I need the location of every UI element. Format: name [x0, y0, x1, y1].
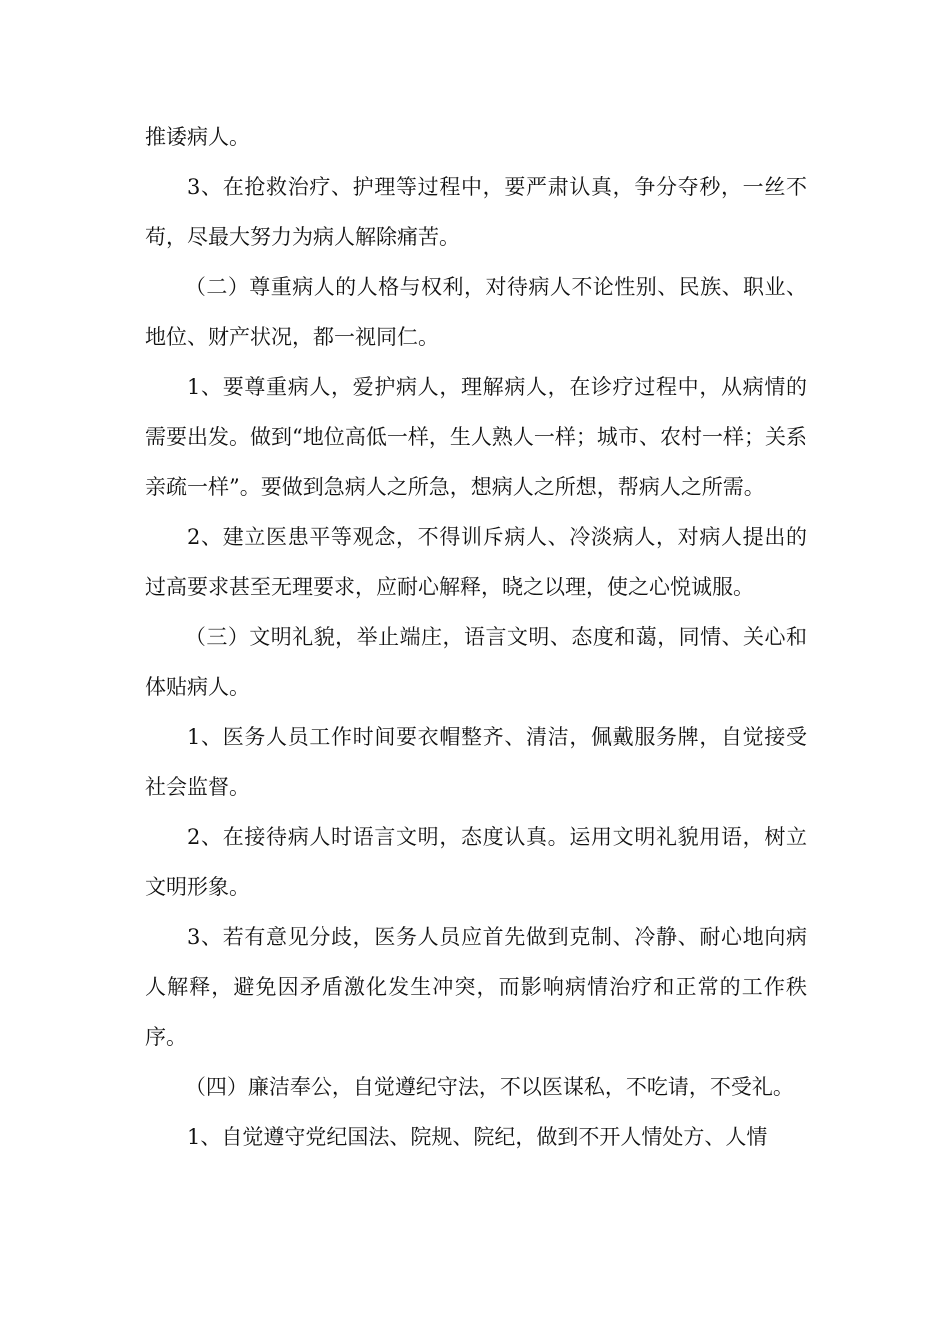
section-heading-4-integrity: （四）廉洁奉公，自觉遵纪守法，不以医谋私，不吃请，不受礼。 [184, 1075, 794, 1099]
paragraph-item-3-disagreement: 3、若有意见分歧，医务人员应首先做到克制、冷静、耐心地向病人解释，避免因矛盾激化发生冲突，而影响病情治疗和正常的工作秩序。 [145, 925, 807, 1049]
document-body [145, 112, 807, 1162]
paragraph-item-3-rescue: 3、在抢救治疗、护理等过程中，要严肃认真，争分夺秒，一丝不苟，尽最大努力为病人解除痛苦。 [145, 175, 807, 249]
paragraph-item-2-equality: 2、建立医患平等观念，不得训斥病人、冷淡病人，对病人提出的过高要求甚至无理要求，应耐心解释，晓之以理，使之心悦诚服。 [145, 525, 807, 599]
paragraph-item-1-discipline: 1、自觉遵守党纪国法、院规、院纪，做到不开人情处方、人情 [187, 1125, 768, 1149]
paragraph-continuation: 推诿病人。 [145, 125, 250, 149]
section-heading-3-courtesy: （三）文明礼貌，举止端庄，语言文明、态度和蔼，同情、关心和体贴病人。 [145, 625, 807, 699]
paragraph-item-1-attire: 1、医务人员工作时间要衣帽整齐、清洁，佩戴服务牌，自觉接受社会监督。 [145, 725, 807, 799]
section-heading-2-respect: （二）尊重病人的人格与权利，对待病人不论性别、民族、职业、地位、财产状况，都一视同仁。 [145, 275, 807, 349]
paragraph-item-2-language: 2、在接待病人时语言文明，态度认真。运用文明礼貌用语，树立文明形象。 [145, 825, 807, 899]
paragraph-item-1-respect-patients: 1、要尊重病人，爱护病人，理解病人，在诊疗过程中，从病情的需要出发。做到“地位高低一样，生人熟人一样；城市、农村一样；关系亲疏一样”。要做到急病人之所急，想病人之所想，帮病人之所需。 [145, 375, 807, 499]
